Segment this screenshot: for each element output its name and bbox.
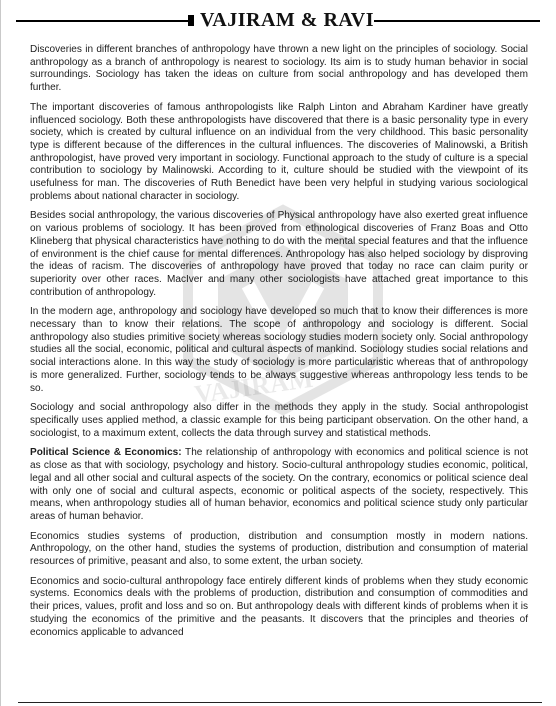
paragraph-political-science-economics bbox=[30, 447, 528, 523]
paragraph-text: In the modern age, anthropology and sociology have developed so much that to know their differences is more necessary than to know their relations. The scope of anthropology and sociology is different. Social anthropology also studies primitive society whereas sociology studies modern society only. Social anthropology studies all the social, economic, political and cultural aspects of mankind. Sociology studies social relations and social interactions alone. In this way the study of sociology is more particularistic whereas that of anthropology is more generalized. Further, sociology tends to be always suggestive whereas anthropology less tends to be so. bbox=[30, 306, 528, 394]
footer-rule bbox=[18, 702, 542, 703]
paragraph-methods bbox=[30, 402, 528, 440]
header-title: VAJIRAM & RAVI bbox=[199, 9, 374, 31]
paragraph-anthropology-discoveries bbox=[30, 44, 528, 95]
section-heading: Political Science & Economics: bbox=[30, 447, 182, 459]
paragraph-differences bbox=[30, 306, 528, 395]
document-body bbox=[30, 44, 528, 646]
paragraph-linton-kardiner bbox=[30, 102, 528, 204]
paragraph-economic-problems bbox=[30, 576, 528, 640]
paragraph-text: Sociology and social anthropology also differ in the methods they apply in the study. Social anthropologist specifically uses applied method, a classic example for this being participant observation. On the other hand, a sociologist, to a maximum extent, collects the data through survey and statistical methods. bbox=[30, 402, 528, 439]
paragraph-physical-anthropology bbox=[30, 210, 528, 299]
paragraph-text: Economics studies systems of production, distribution and consumption mostly in modern nations. Anthropology, on the other hand, studies the systems of production, distribution and consumption of material resources of primitive, peasant and also, to some extent, the urban society. bbox=[30, 530, 528, 568]
paragraph-text: Economics and socio-cultural anthropology face entirely different kinds of problems when they study economic systems. Economics deals with the problems of production, distribution and consumption of commodities and their prices, values, profit and loss and so on. But anthropology deals with different kinds of problems when it is studying the economics of the primitive and the peasants. It discovers that the principles and theories of economics applicable to advanced bbox=[30, 575, 528, 638]
watermark-text: VAJIRAM bbox=[192, 363, 315, 410]
header-title-box bbox=[188, 8, 374, 33]
paragraph-economic-systems bbox=[30, 531, 528, 569]
paragraph-text: Besides social anthropology, the various discoveries of Physical anthropology have also exerted great influence on various problems of sociology. It has been proved from ethnological discoveries of Franz Boas and Otto Klineberg that physical characteristics have nothing to do with the mental special features and that the influence of environment is the chief cause for mental differences. Anthropology has also helped sociology by disproving the ideas of racism. The discoveries of anthropology have proved that today no race can claim purity or superiority over other races. MacIver and many other sociologists have attached great importance to this contribution of anthropology. bbox=[30, 210, 528, 298]
paragraph-text: The relationship of anthropology with economics and political science is not as close as that with sociology, psychology and history. Socio-cultural anthropology studies economic, political, legal and all other social and cultural aspects of the society. On the contrary, economics or political science deal with only one of social and cultural aspects, economic or political aspects of the society, respectively. This means, when anthropology studies all of human behavior, economics and political science study only particular areas of human behavior. bbox=[30, 447, 528, 522]
paragraph-text: The important discoveries of famous anthropologists like Ralph Linton and Abraham Kardiner have greatly influenced sociology. Both these anthropologists have discovered that there is a basic personality type in every society, which is created by cultural influence on an individual from the very childhood. This basic personality type is different because of the differences in the cultural influences. The discoveries of Malinowski, a British anthropologist, have proved very important in sociology. Functional approach to the study of culture is a special contribution to sociology by Malinowski. According to it, culture should be studied with the viewpoint of its usefulness for man. The discoveries of Ruth Benedict have been very helpful in studying various sociological problems about national character in sociology. bbox=[30, 101, 528, 202]
page-header bbox=[0, 0, 556, 40]
header-square-icon bbox=[188, 15, 194, 26]
paragraph-text: Discoveries in different branches of anthropology have thrown a new light on the principles of sociology. Social anthropology as a branch of anthropology is nearest to sociology. Its aim is to study human behavior in social surroundings. Sociology has taken the ideas on culture from social anthropology and has developed them further. bbox=[30, 44, 528, 94]
